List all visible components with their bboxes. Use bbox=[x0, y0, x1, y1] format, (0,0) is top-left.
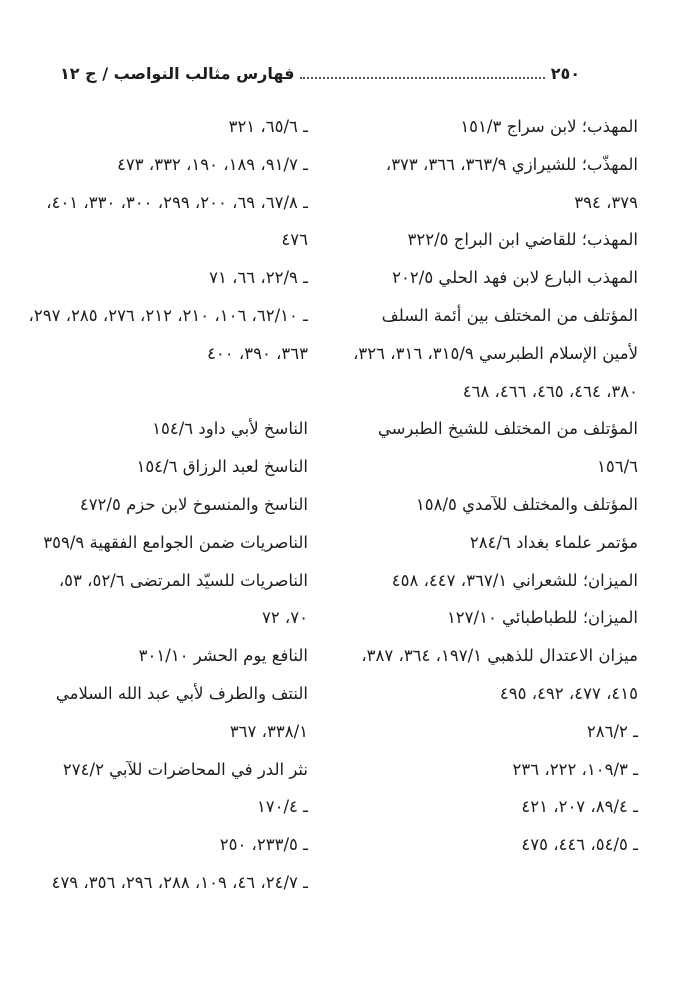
index-entry-line: الناسخ والمنسوخ لابن حزم ٤٧٢/٥ bbox=[79, 494, 308, 514]
page-number: ٢٥٠ bbox=[550, 63, 580, 83]
index-entry-line: ـ ٦٢/١٠، ١٠٦، ٢١٠، ٢١٢، ٢٧٦، ٢٨٥، ٢٩٧، bbox=[28, 305, 308, 325]
index-entry-line: ـ ٥٤/٥، ٤٤٦، ٤٧٥ bbox=[521, 835, 638, 855]
index-entry-line: ـ ٢٢/٩، ٦٦، ٧١ bbox=[209, 268, 308, 288]
index-entry-line: الميزان؛ للشعراني ٣٦٧/١، ٤٤٧، ٤٥٨ bbox=[391, 570, 638, 590]
index-entry-line: المؤتلف والمختلف للآمدي ١٥٨/٥ bbox=[415, 494, 638, 514]
index-entry-line: الناصريات ضمن الجوامع الفقهية ٣٥٩/٩ bbox=[43, 532, 308, 552]
index-entry-line: المؤتلف من المختلف للشيخ الطبرسي bbox=[377, 419, 638, 439]
index-entry-line: الميزان؛ للطباطبائي ١٢٧/١٠ bbox=[446, 608, 638, 628]
index-entry-line: المهذب؛ لابن سراج ١٥١/٣ bbox=[460, 117, 638, 136]
index-entry-line: المهذب؛ للقاضي ابن البراج ٣٢٢/٥ bbox=[407, 230, 638, 250]
index-entry-line: لأمين الإسلام الطبرسي ٣١٥/٩، ٣١٦، ٣٢٦، bbox=[353, 343, 638, 363]
index-entry-line: ٤١٥، ٤٧٧، ٤٩٢، ٤٩٥ bbox=[499, 683, 638, 703]
index-entry-line: ٣٦٣، ٣٩٠، ٤٠٠ bbox=[207, 343, 308, 363]
index-entry-line: المهذّب؛ للشيرازي ٣٦٣/٩، ٣٦٦، ٣٧٣، bbox=[385, 154, 638, 174]
index-entry-line: الناصريات للسيّد المرتضى ٥٢/٦، ٥٣، bbox=[58, 570, 308, 590]
index-entry-line: مؤتمر علماء بغداد ٢٨٤/٦ bbox=[469, 532, 638, 552]
index-entry-line: الناسخ لعبد الرزاق ١٥٤/٦ bbox=[136, 457, 308, 477]
index-column-left bbox=[18, 108, 308, 902]
index-entry-line: ـ ٦٥/٦، ٣٢١ bbox=[228, 117, 308, 136]
index-entry-line: ـ ١٠٩/٣، ٢٢٢، ٢٣٦ bbox=[512, 759, 638, 779]
index-entry-line: ١٥٦/٦ bbox=[596, 457, 638, 477]
index-entry-line: ٣٨٠، ٤٦٤، ٤٦٥، ٤٦٦، ٤٦٨ bbox=[462, 381, 638, 401]
index-entry-line: النافع يوم الحشر ٣٠١/١٠ bbox=[138, 646, 308, 666]
index-entry-line: ـ ٢٣٣/٥، ٢٥٠ bbox=[219, 835, 308, 855]
index-entry-line: ـ ١٧٠/٤ bbox=[256, 797, 308, 817]
index-entry-line: النتف والطرف لأبي عبد الله السلامي bbox=[55, 683, 308, 703]
index-entry-line: ميزان الاعتدال للذهبي ١٩٧/١، ٣٦٤، ٣٨٧، bbox=[361, 646, 638, 666]
index-entry-line: ـ ٨٩/٤، ٢٠٧، ٤٢١ bbox=[521, 797, 638, 817]
index-entry-line: نثر الدر في المحاضرات للآبي ٢٧٤/٢ bbox=[62, 759, 308, 779]
index-entry-line: ـ ٩١/٧، ١٨٩، ١٩٠، ٣٣٢، ٤٧٣ bbox=[117, 154, 308, 174]
running-title: فهارس مثالب النواصب / ج ١٢ bbox=[60, 63, 295, 83]
index-entry-line: ٣٣٨/١، ٣٦٧ bbox=[229, 721, 308, 741]
index-column-right bbox=[338, 108, 638, 864]
leader-dots bbox=[300, 67, 544, 79]
index-entry-line: ـ ٢٤/٧، ٤٦، ١٠٩، ٢٨٨، ٢٩٦، ٣٥٦، ٤٧٩ bbox=[51, 872, 308, 892]
index-entry-line bbox=[18, 373, 308, 411]
index-entry-line: ـ ٦٧/٨، ٦٩، ٢٠٠، ٢٩٩، ٣٠٠، ٣٣٠، ٤٠١، ٤٧٦ bbox=[46, 192, 308, 250]
index-entry-line: الناسخ لأبي داود ١٥٤/٦ bbox=[152, 419, 308, 439]
running-header bbox=[60, 60, 580, 86]
index-entry-line: ٣٧٩، ٣٩٤ bbox=[574, 192, 638, 212]
index-entry-line: المهذب البارع لابن فهد الحلي ٢٠٢/٥ bbox=[392, 268, 638, 288]
index-entry-line: المؤتلف من المختلف بين أئمة السلف bbox=[381, 305, 638, 325]
index-entry-line: ـ ٢٨٦/٢ bbox=[586, 721, 638, 741]
index-entry-line: ٧٠، ٧٢ bbox=[261, 608, 308, 628]
